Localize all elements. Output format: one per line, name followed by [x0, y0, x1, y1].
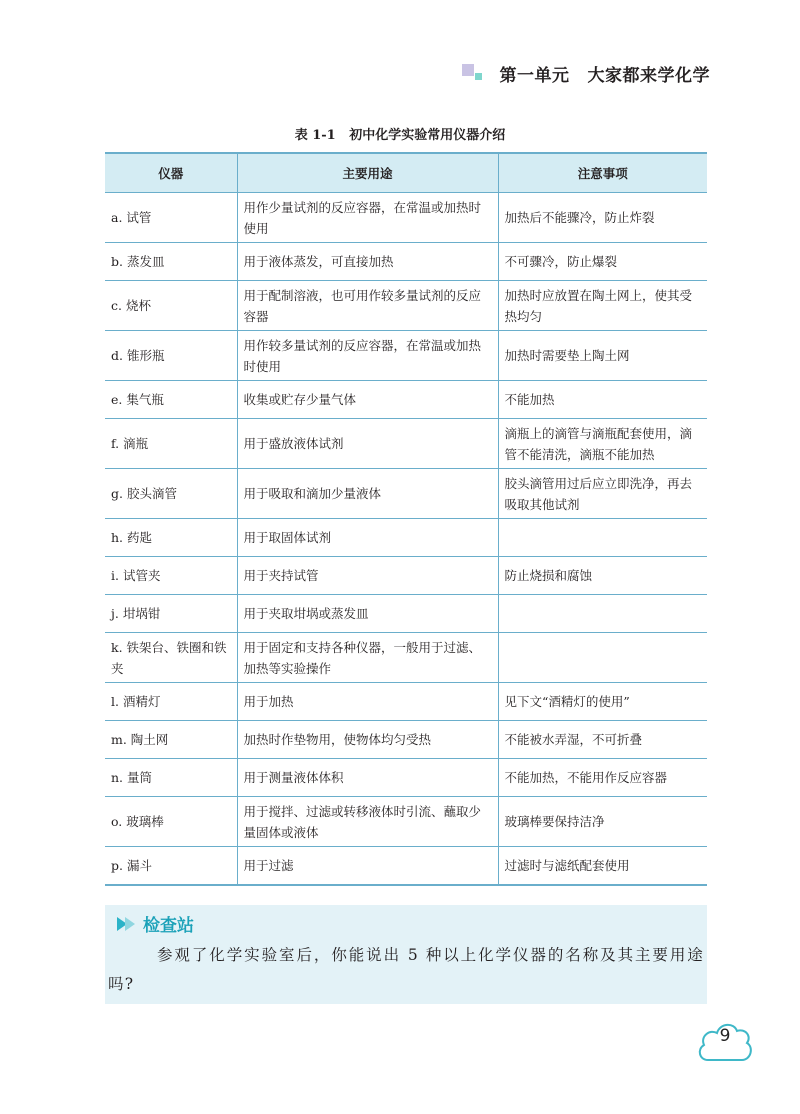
use-cell: 用于测量液体体积	[237, 759, 498, 797]
instrument-cell: e. 集气瓶	[105, 381, 237, 419]
table-row	[105, 759, 707, 797]
table-row	[105, 419, 707, 469]
table-row	[105, 683, 707, 721]
check-station-title-text: 检查站	[143, 916, 194, 936]
note-cell: 加热时需要垫上陶土网	[498, 331, 707, 381]
instrument-cell: h. 药匙	[105, 519, 237, 557]
use-cell: 用于过滤	[237, 847, 498, 885]
table-row	[105, 331, 707, 381]
use-cell: 用于液体蒸发，可直接加热	[237, 243, 498, 281]
use-cell: 收集或贮存少量气体	[237, 381, 498, 419]
note-cell: 玻璃棒要保持洁净	[498, 797, 707, 847]
use-cell: 用于盛放液体试剂	[237, 419, 498, 469]
instrument-cell: a. 试管	[105, 193, 237, 243]
column-header-note: 注意事项	[498, 153, 707, 193]
table-row	[105, 243, 707, 281]
table-caption: 表 1-1 初中化学实验常用仪器介绍	[294, 128, 506, 143]
use-cell: 加热时作垫物用，使物体均匀受热	[237, 721, 498, 759]
note-cell: 防止烧损和腐蚀	[498, 557, 707, 595]
table-row	[105, 595, 707, 633]
instrument-cell: m. 陶土网	[105, 721, 237, 759]
unit-title: 大家都来学化学	[587, 65, 710, 86]
check-station-box	[105, 905, 707, 1004]
table-row	[105, 557, 707, 595]
table-row	[105, 519, 707, 557]
column-header-instrument: 仪器	[105, 153, 237, 193]
table-row	[105, 633, 707, 683]
instrument-cell: d. 锥形瓶	[105, 331, 237, 381]
column-header-use: 主要用途	[237, 153, 498, 193]
check-station-question: 参观了化学实验室后，你能说出 5 种以上化学仪器的名称及其主要用途吗?	[108, 946, 704, 993]
use-cell: 用于固定和支持各种仪器，一般用于过滤、加热等实验操作	[237, 633, 498, 683]
table-row	[105, 847, 707, 885]
note-cell: 不可骤冷，防止爆裂	[498, 243, 707, 281]
note-cell: 过滤时与滤纸配套使用	[498, 847, 707, 885]
instrument-cell: j. 坩埚钳	[105, 595, 237, 633]
instrument-cell: n. 量筒	[105, 759, 237, 797]
instrument-cell: i. 试管夹	[105, 557, 237, 595]
note-cell: 不能加热，不能用作反应容器	[498, 759, 707, 797]
instrument-table	[105, 152, 707, 886]
table-row	[105, 281, 707, 331]
instrument-cell: g. 胶头滴管	[105, 469, 237, 519]
use-cell: 用于吸取和滴加少量液体	[237, 469, 498, 519]
page-header	[462, 59, 711, 87]
use-cell: 用于夹持试管	[237, 557, 498, 595]
play-arrow-icon	[125, 917, 135, 931]
instrument-cell: f. 滴瓶	[105, 419, 237, 469]
use-cell: 用于加热	[237, 683, 498, 721]
note-cell	[498, 595, 707, 633]
use-cell: 用于取固体试剂	[237, 519, 498, 557]
use-cell: 用于配制溶液，也可用作较多量试剂的反应容器	[237, 281, 498, 331]
table-row	[105, 193, 707, 243]
note-cell: 滴瓶上的滴管与滴瓶配套使用，滴管不能清洗，滴瓶不能加热	[498, 419, 707, 469]
table-row	[105, 381, 707, 419]
note-cell	[498, 633, 707, 683]
instrument-cell: p. 漏斗	[105, 847, 237, 885]
note-cell: 不能加热	[498, 381, 707, 419]
unit-squares-icon	[462, 62, 492, 84]
use-cell: 用作较多量试剂的反应容器，在常温或加热时使用	[237, 331, 498, 381]
instrument-cell: k. 铁架台、铁圈和铁夹	[105, 633, 237, 683]
use-cell: 用于搅拌、过滤或转移液体时引流、蘸取少量固体或液体	[237, 797, 498, 847]
instrument-cell: l. 酒精灯	[105, 683, 237, 721]
note-cell: 加热后不能骤冷，防止炸裂	[498, 193, 707, 243]
note-cell: 加热时应放置在陶土网上，使其受热均匀	[498, 281, 707, 331]
note-cell	[498, 519, 707, 557]
page-number: 9	[719, 1026, 731, 1046]
table-row	[105, 469, 707, 519]
instrument-cell: b. 蒸发皿	[105, 243, 237, 281]
use-cell: 用于夹取坩埚或蒸发皿	[237, 595, 498, 633]
table-row	[105, 721, 707, 759]
table-row	[105, 797, 707, 847]
note-cell: 见下文“酒精灯的使用”	[498, 683, 707, 721]
note-cell: 不能被水弄湿，不可折叠	[498, 721, 707, 759]
check-station-title	[117, 911, 194, 936]
note-cell: 胶头滴管用过后应立即洗净，再去吸取其他试剂	[498, 469, 707, 519]
page-number-badge	[696, 1016, 754, 1064]
instrument-cell: o. 玻璃棒	[105, 797, 237, 847]
instrument-cell: c. 烧杯	[105, 281, 237, 331]
unit-label: 第一单元	[499, 65, 570, 86]
table-header-row	[105, 153, 707, 193]
use-cell: 用作少量试剂的反应容器，在常温或加热时使用	[237, 193, 498, 243]
